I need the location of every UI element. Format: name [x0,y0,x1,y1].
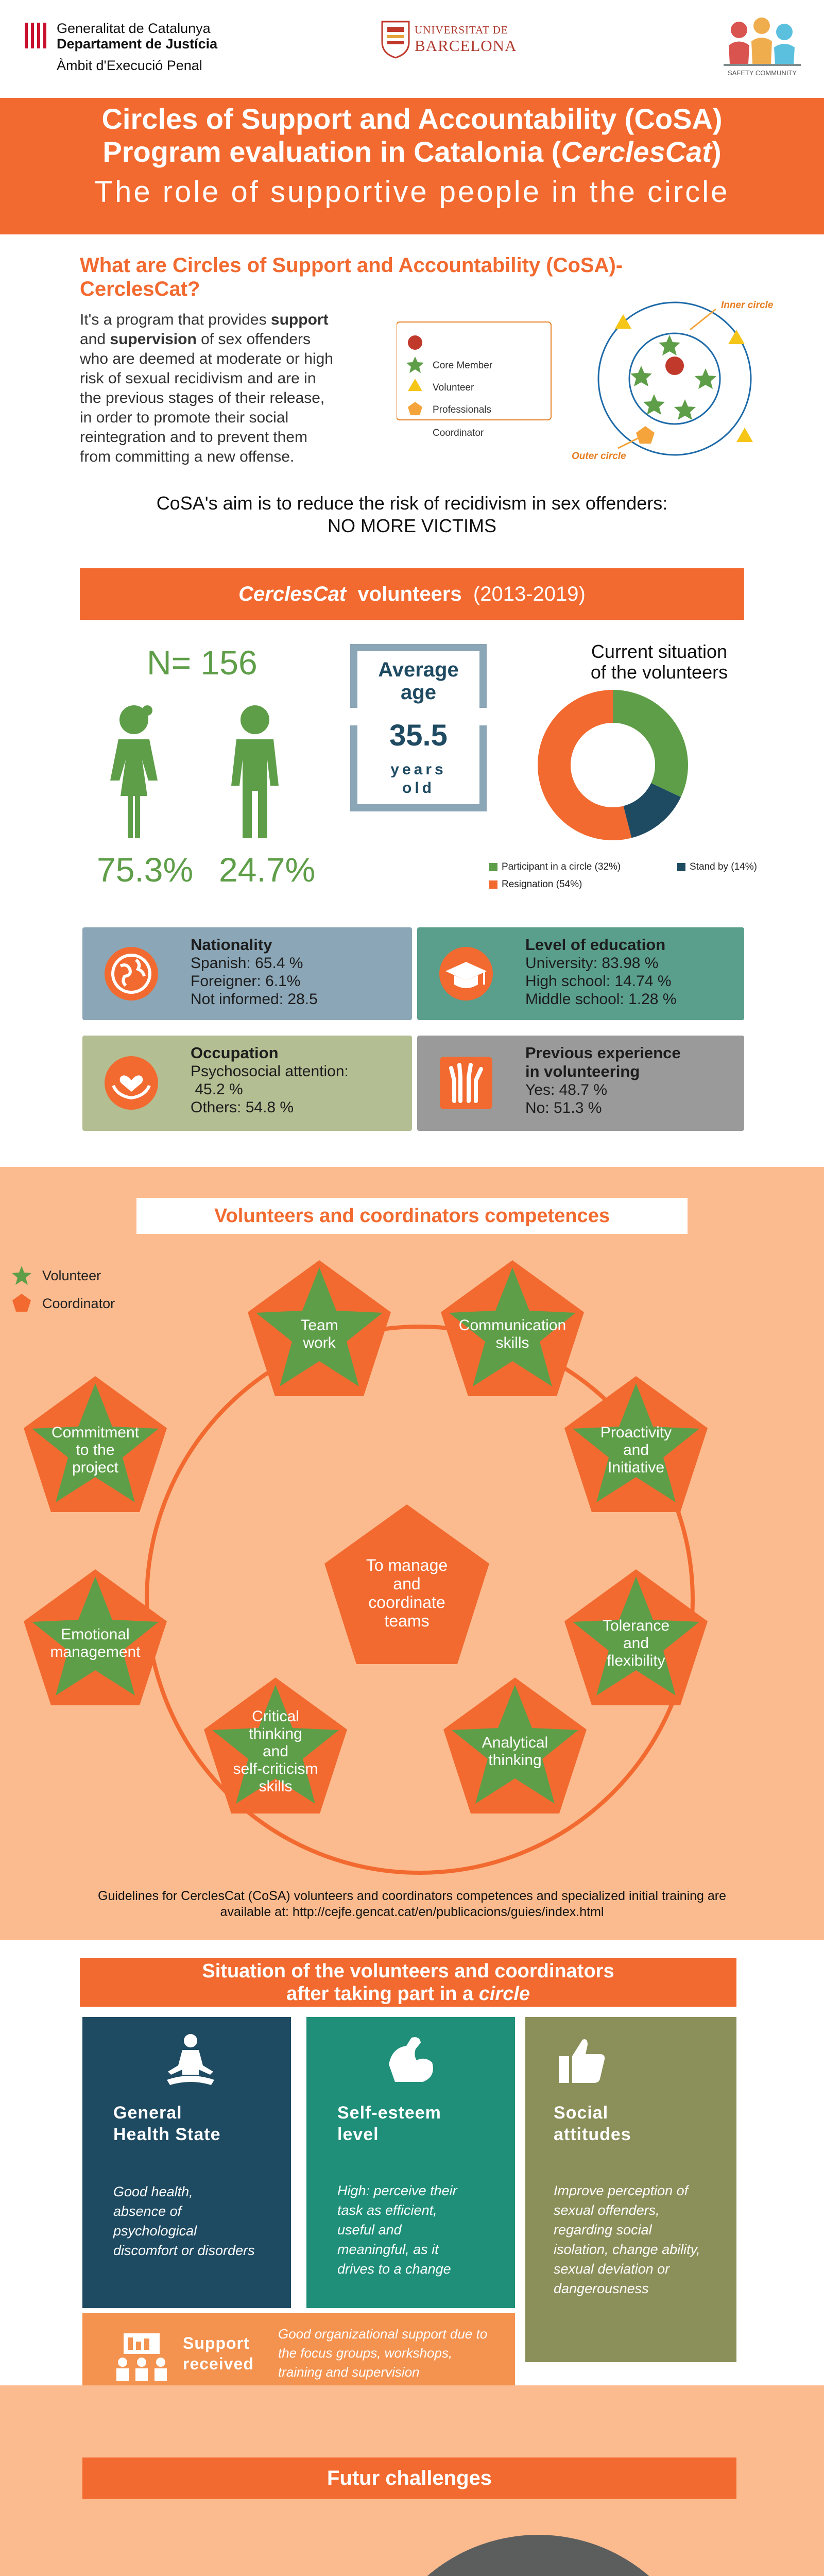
what-heading [80,253,749,301]
competence-label-line: and [623,1635,649,1652]
competence-node [561,1373,711,1522]
esteem-title-line1: Self-esteem [337,2103,441,2123]
average-age-unit [357,760,479,798]
what-description-line [80,388,399,408]
situation-banner-line2 [80,1982,736,2005]
esteem-title-line2: level [337,2125,379,2144]
education-middle-school: Middle school: 1.28 % [525,991,677,1008]
nationality-title: Nationality [191,936,272,954]
experience-card [417,1036,744,1131]
page-title-line1: Circles of Support and Accountability (CoSA) [101,103,723,135]
title-line2-part-c: ) [711,135,722,168]
competence-label-line: thinking [249,1725,302,1742]
meditation-icon [160,2032,221,2089]
competence-label-line: management [50,1643,141,1660]
health-line-3: psychological [113,2223,197,2239]
legend-coordinator: Coordinator [433,428,484,438]
future-section [0,2385,824,2576]
competence-label-line: Commitment [51,1424,140,1441]
situation-banner-line2-a: after taking part in a [286,1983,479,2005]
ub-line1: UNIVERSITAT DE [415,24,508,36]
what-description-line [80,369,399,388]
what-heading-line1: What are Circles of Support and Accountability (CoSA)- [80,254,623,277]
competence-label-line: self-criticism [233,1760,318,1777]
experience-yes: Yes: 48.7 % [525,1081,608,1098]
guidelines-line1: Guidelines for CerclesCat (CoSA) volunteers and coordinators competences and specialized initial training are [97,1889,727,1903]
ub-seal-icon [380,20,411,59]
what-description-line [80,428,399,447]
legend-volunteer-text: Volunteer [42,1268,101,1283]
future-right-circle [368,2535,708,2576]
situation-donut-chart [536,688,690,842]
hands-heart-icon [103,1055,160,1111]
what-description-fragment: who are deemed at moderate or high [80,350,333,367]
competence-label [561,1617,711,1670]
sample-size: N= 156 [147,643,258,682]
cosa-caption: SAFETY COMMUNITY [727,69,797,77]
occupation-psychosocial-value: 45.2 % [191,1081,243,1098]
social-title-line2: attitudes [554,2125,631,2144]
center-competence [319,1499,494,1674]
competence-label-line: work [303,1334,336,1351]
donut-slice-0 [613,690,688,797]
female-percentage: 75.3% [97,851,194,889]
esteem-line-3: useful and [337,2222,402,2238]
ambit-label: Àmbit d'Execució Penal [57,58,202,73]
situation-banner [80,1958,736,2007]
competence-label-line: thinking [488,1752,542,1769]
what-description-fragment: It's a program that provides [80,311,271,328]
what-description-fragment: from committing a new offense. [80,448,295,465]
female-person-icon [103,703,165,842]
aim-statement [0,492,824,537]
banner-cerclescat: CerclesCat [238,583,347,605]
self-esteem-card [306,2017,515,2308]
legend-item-participant [489,861,621,873]
competence-label-line: skills [495,1334,529,1351]
occupation-title: Occupation [191,1044,279,1062]
what-description-fragment: the previous stages of their release, [80,389,325,406]
what-description-fragment: and [80,331,110,348]
competence-label-line: Critical [252,1708,299,1725]
logo-bar [0,0,824,98]
donut-svg [536,688,690,842]
situation-title-line2: of the volunteers [590,662,728,683]
what-description-fragment: supervision [110,331,197,348]
competence-label-line: Communication [458,1317,566,1334]
legend-volunteer: Volunteer [433,382,474,393]
occupation-card [82,1036,412,1131]
competence-label-line: project [72,1459,119,1476]
legend-coordinator-text: Coordinator [42,1296,115,1311]
education-title: Level of education [525,936,666,954]
header-banner [0,98,824,234]
center-label-line: coordinate [368,1593,445,1612]
competence-label-line: Analytical [482,1734,548,1751]
what-description-line [80,447,399,467]
what-description-fragment: reintegration and to prevent them [80,429,307,446]
competence-node [440,1674,590,1824]
presentation-group-icon [113,2331,170,2383]
competence-node [21,1373,170,1522]
average-age-label [357,658,479,704]
years-label: years [390,761,447,778]
generalitat-line2: Departament de Justícia [57,36,218,52]
page-subtitle: The role of supportive people in the circle [94,175,730,209]
nationality-card [82,927,412,1020]
health-card [82,2017,291,2308]
globe-icon [103,945,160,1002]
what-description [80,310,399,467]
competence-node [201,1674,350,1824]
center-competence-label [319,1556,494,1630]
cosa-logo [718,14,806,81]
what-description-fragment: risk of sexual recidivism and are in [80,370,316,387]
esteem-line-5: drives to a change [337,2261,451,2277]
age-label: age [401,681,436,704]
competences-section [0,1167,824,1940]
social-line-4: isolation, change ability, [554,2242,700,2257]
what-description-fragment: of sex offenders [196,331,311,348]
experience-title-line2: in volunteering [525,1062,640,1080]
competence-label-line: Proactivity [600,1424,672,1441]
social-line-2: sexual offenders, [554,2202,660,2218]
competence-label [201,1708,350,1795]
competence-node [245,1257,394,1406]
page-title-line2 [0,135,824,169]
experience-no: No: 51.3 % [525,1099,602,1116]
generalitat-logo [21,20,53,52]
competence-label [21,1424,170,1477]
legend-resignation-label: Resignation (54%) [502,879,582,890]
guidelines-line2: available at: http://cejfe.gencat.cat/en/publicacions/guies/index.html [220,1905,604,1919]
what-description-line [80,349,399,369]
education-card [417,927,744,1020]
average-age-value: 35.5 [389,719,448,752]
nationality-foreigner: Foreigner: 6.1% [191,973,301,990]
average-label: Average [378,658,459,681]
social-attitudes-card [525,2017,736,2362]
occupation-others: Others: 54.8 % [191,1099,294,1116]
legend-participant-label: Participant in a circle (32%) [502,861,621,872]
situation-banner-line1: Situation of the volunteers and coordinators [202,1960,614,1982]
competence-label-line: and [262,1743,289,1760]
esteem-line-1: High: perceive their [337,2183,457,2198]
health-line-2: absence of [113,2204,182,2219]
ub-line2: BARCELONA [415,37,517,55]
male-person-icon [224,703,286,842]
aim-line2: NO MORE VICTIMS [327,515,496,536]
education-high-school: High school: 14.74 % [525,973,672,990]
health-title-line2: Health State [113,2125,221,2144]
center-label-line: teams [384,1612,430,1630]
what-description-line [80,408,399,428]
competence-label-line: Emotional [61,1626,130,1643]
center-label-line: and [393,1574,421,1593]
social-line-3: regarding social [554,2222,652,2238]
male-percentage: 24.7% [219,851,316,889]
circle-diagram [397,299,798,474]
nationality-not-informed: Not informed: 28.5 [191,991,318,1008]
average-age-box [350,644,487,811]
competence-node [21,1566,170,1716]
competence-label [245,1317,394,1352]
situation-title-line1: Current situation [591,641,728,662]
health-line-4: discomfort or disorders [113,2243,255,2258]
graduation-cap-icon [438,945,494,1002]
title-line2-part-a: Program evaluation in Catalonia ( [102,135,561,168]
volunteers-banner [80,568,744,620]
old-label: old [402,779,435,796]
legend-core-member: Core Member [433,360,493,371]
competence-label [561,1424,711,1477]
what-description-line [80,330,399,349]
what-heading-line2: CerclesCat? [80,278,200,300]
what-description-line [80,310,399,330]
what-description-fragment: support [270,311,329,328]
education-university: University: 83.98 % [525,955,659,972]
guidelines-note [0,1888,824,1920]
support-line-2: the focus groups, workshops, [278,2345,453,2361]
social-line-1: Improve perception of [554,2183,689,2198]
esteem-line-2: task as efficient, [337,2202,437,2218]
competence-label-line: Tolerance [602,1617,670,1634]
support-title-line1: Support [183,2334,250,2352]
what-description-fragment: in order to promote their social [80,409,289,426]
nationality-spanish: Spanish: 65.4 % [191,955,303,972]
flexed-arm-icon [383,2032,439,2089]
competence-label-line: and [623,1442,649,1459]
situation-banner-line2-b: circle [478,1983,530,2005]
legend-item-standby [677,861,757,873]
occupation-psychosocial: Psychosocial attention: [191,1063,349,1080]
generalitat-name [57,21,217,52]
competence-label-line: to the [76,1442,115,1459]
raised-hands-icon [438,1055,494,1111]
competence-label [440,1734,590,1769]
competence-label-line: skills [259,1778,293,1795]
legend-standby-label: Stand by (14%) [690,861,757,872]
thumbs-up-icon [554,2032,610,2089]
social-line-5: sexual deviation or [554,2261,670,2277]
competence-label [438,1317,587,1352]
generalitat-line1: Generalitat de Catalunya [57,21,211,36]
experience-title-line1: Previous experience [525,1044,681,1062]
ub-name [415,24,517,55]
support-title-line2: received [183,2354,254,2373]
competence-label-line: Team [300,1317,338,1334]
social-title-line1: Social [554,2103,609,2123]
competence-label-line: flexibility [607,1652,665,1669]
support-line-3: training and supervision [278,2364,420,2380]
aim-line1: CoSA's aim is to reduce the risk of recidivism in sex offenders: [156,493,668,514]
support-line-1: Good organizational support due to [278,2326,488,2342]
health-line-1: Good health, [113,2184,193,2199]
future-banner: Futur challenges [82,2458,736,2499]
esteem-line-4: meaningful, as it [337,2242,439,2257]
center-label-line: To manage [366,1556,448,1574]
title-line2-part-b: CerclesCat [561,135,712,168]
legend-professionals: Professionals [433,404,492,415]
competence-label [21,1626,170,1661]
situation-title [530,641,788,683]
social-line-6: dangerousness [554,2281,649,2296]
banner-years: (2013-2019) [473,583,586,605]
outer-circle-label: Outer circle [572,451,626,462]
competence-label-line: Initiative [607,1459,665,1476]
inner-circle-label: Inner circle [721,300,774,311]
health-title-line1: General [113,2103,182,2123]
banner-volunteers: volunteers [357,583,462,605]
competences-banner: Volunteers and coordinators competences [136,1198,688,1234]
legend-item-resignation [489,879,582,890]
